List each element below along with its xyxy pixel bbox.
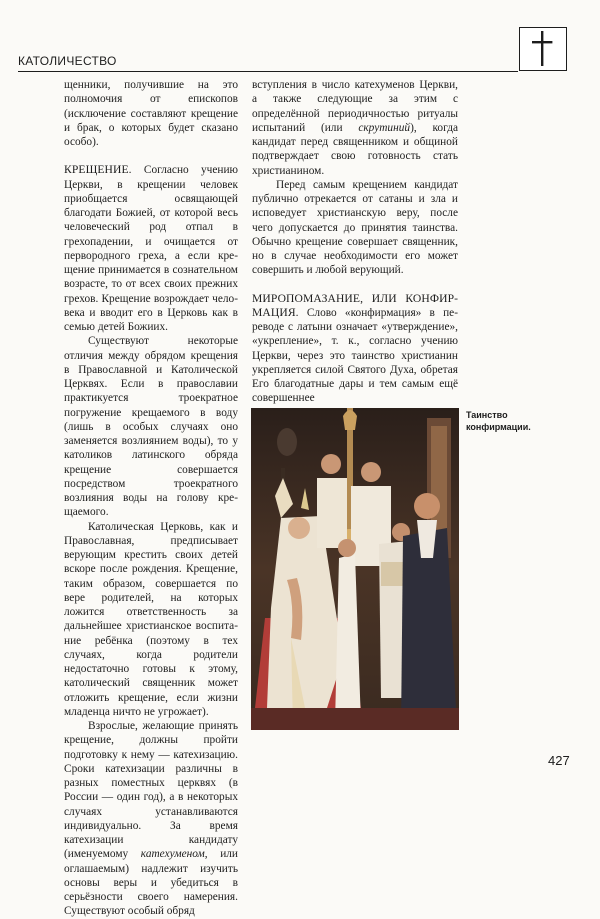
emphasis-term: скрутиний (358, 121, 411, 134)
running-header: КАТОЛИЧЕСТВО (18, 54, 117, 68)
photo-illustration (251, 408, 459, 730)
section-symbol-box (519, 27, 567, 71)
latin-cross-icon (520, 28, 565, 69)
paragraph (64, 719, 238, 919)
page-number: 427 (548, 753, 570, 768)
paragraph-text: Взрослые, желающие принять крещение, должны пройти подготовку к нему — катехизацию. Сроки катехизации различны в разных поместных церквях (в России — один год), а в некоторых случаях устанавливаются индивидуально. За время катехизации кандидату (именуемому (64, 720, 238, 861)
paragraph (252, 78, 458, 178)
header-rule (18, 71, 518, 72)
confirmation-photo (251, 408, 459, 730)
emphasis-term: катехуменом (140, 848, 205, 861)
paragraph-text: Согласно учению Церкви, в крещении человек приобщается освящающей благодати Божией, от которой весь человеческий род отпал в грехопадении, и очищается от первородного греха, а если крещение принимается в сознательном возрасте, то от всех своих прежних грехов. Крещение возрождает человека и вводит его в Церковь как в семью детей Божиих. (64, 164, 238, 333)
paragraph: Католическая Церковь, как и Православная, предписывает верующим крестить своих детей вскоре после рождения. Крещение, таким образом, совершается по вере родителей, на которых ложится ответственность за дальнейшее христианское воспитание ребёнка (поэтому в тех случаях, когда родители недостаточно готовы к этому, католический священник может отложить крещение, если жизни младенца ничто не угрожает). (64, 520, 238, 718)
photo-caption: Таинство конфирмации. (466, 410, 531, 432)
paragraph-text: вступления в число катехуменов Церкви, а также следующие за этим с определённой периодичностью ритуалы испытаний (или (252, 79, 458, 134)
section-heading-confirmation: МИРОПОМАЗАНИЕ, ИЛИ КОНФИРМАЦИЯ. (252, 291, 458, 319)
paragraph-confirmation (252, 292, 458, 406)
paragraph-text: , или оглашаемым) надлежит изучить основы веры и убедиться в серьёзности своего намерения. Существуют особый обряд (64, 848, 238, 918)
paragraph: Перед самым крещением кандидат публично отрекается от сатаны и зла и исповедует христианскую веру, после чего допускается до принятия таинства. Обычно крещение совершает священник, но в случае необходимости его может совершить и любой верующий. (252, 178, 458, 277)
paragraph-text: Слово «конфирмация» в переводе с латыни означает «утверждение», «укрепление», т. к., согласно учению Церкви, через это таинство христианин укрепляется силой Святого Духа, обретая Его благодатные дары и тем самым ещё совершеннее (252, 306, 458, 405)
paragraph: Существуют некоторые отличия между обрядом крещения в Православной и Католической Церквях. Если в православии практикуется троекратное погружение крещаемого в воду (лишь в особых случаях оно заменяется возлиянием воды), то у католиков латинского обряда крещение совершается посредством троекратного возлияния воды на голову крещаемого. (64, 335, 238, 519)
paragraph-text: ), когда кандидат перед священником и общиной подтверждает свою готовность стать христианином. (252, 121, 458, 177)
right-text-column (252, 78, 458, 406)
section-heading-baptism: КРЕЩЕНИЕ. (64, 163, 132, 177)
left-text-column (64, 78, 238, 919)
paragraph: щенники, получившие на это полномочия от епископов (исключение составляют крещение и брак, о которых будет сказано особо). (64, 79, 238, 148)
paragraph-baptism (64, 163, 238, 334)
